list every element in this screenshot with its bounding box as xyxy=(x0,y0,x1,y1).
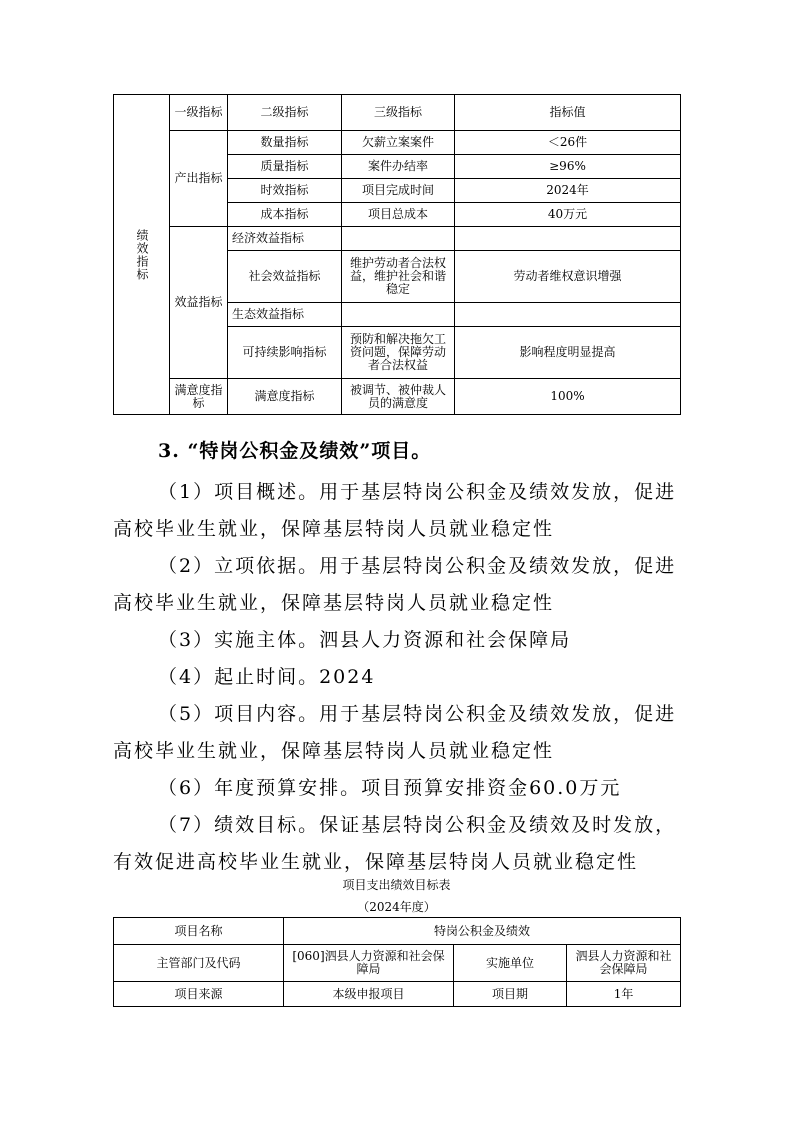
table-cell: 成本指标 xyxy=(228,203,342,227)
table-cell: 满意度指标 xyxy=(228,379,342,415)
project-name-label: 项目名称 xyxy=(114,918,284,945)
table-cell: 生态效益指标 xyxy=(228,303,342,327)
table-cell: 可持续影响指标 xyxy=(228,327,342,379)
paragraph-overview: （1）项目概述。用于基层特岗公积金及绩效发放，促进高校毕业生就业，保障基层特岗人员就业稳定性 xyxy=(113,481,677,540)
paragraph-subject: （3）实施主体。泗县人力资源和社会保障局 xyxy=(158,629,572,651)
table-cell: 经济效益指标 xyxy=(228,227,342,251)
source-label: 项目来源 xyxy=(114,982,284,1007)
section-heading: 3. “特岗公积金及绩效”项目。 xyxy=(158,440,432,462)
paragraph-basis: （2）立项依据。用于基层特岗公积金及绩效发放，促进高校毕业生就业，保障基层特岗人员就业稳定性 xyxy=(113,555,677,614)
impl-value: 泗县人力资源和社会保障局 xyxy=(567,945,681,982)
satisfaction-indicator-label: 满意度指标 xyxy=(170,379,228,415)
header-level1: 一级指标 xyxy=(170,95,228,131)
paragraph-period: （4）起止时间。2024 xyxy=(158,666,376,688)
paragraph-content: （5）项目内容。用于基层特岗公积金及绩效发放，促进高校毕业生就业，保障基层特岗人员就业稳定性 xyxy=(113,703,677,762)
project-info-table xyxy=(113,917,681,1007)
table-cell: 预防和解决拖欠工资问题，保障劳动者合法权益 xyxy=(342,327,455,379)
table-cell: 被调节、被仲裁人员的满意度 xyxy=(342,379,455,415)
table-year: （2024年度） xyxy=(357,900,436,914)
paragraph-budget: （6）年度预算安排。项目预算安排资金60.0万元 xyxy=(158,777,622,799)
table-cell: 40万元 xyxy=(455,203,681,227)
table-cell: ≥96% xyxy=(455,155,681,179)
table-cell: 项目总成本 xyxy=(342,203,455,227)
table-cell: 数量指标 xyxy=(228,131,342,155)
header-value: 指标值 xyxy=(455,95,681,131)
table-title: 项目支出绩效目标表 xyxy=(342,878,451,892)
table-cell: 2024年 xyxy=(455,179,681,203)
header-level2: 二级指标 xyxy=(228,95,342,131)
table-cell: 项目完成时间 xyxy=(342,179,455,203)
output-indicator-label: 产出指标 xyxy=(170,131,228,227)
table-cell: 时效指标 xyxy=(228,179,342,203)
period-label: 项目期 xyxy=(454,982,567,1007)
table-cell: 欠薪立案案件 xyxy=(342,131,455,155)
table-cell xyxy=(455,227,681,251)
benefit-indicator-label: 效益指标 xyxy=(170,227,228,379)
dept-value: [060]泗县人力资源和社会保障局 xyxy=(284,945,454,982)
dept-label: 主管部门及代码 xyxy=(114,945,284,982)
paragraph-goal: （7）绩效目标。保证基层特岗公积金及绩效及时发放，有效促进高校毕业生就业，保障基层特岗人员就业稳定性 xyxy=(113,814,677,873)
performance-indicator-table xyxy=(113,94,681,415)
performance-indicator-label: 绩效指标 xyxy=(114,95,170,415)
table-cell: 社会效益指标 xyxy=(228,251,342,303)
table-cell: 100% xyxy=(455,379,681,415)
table-cell xyxy=(342,303,455,327)
table-cell: 质量指标 xyxy=(228,155,342,179)
table-cell xyxy=(455,303,681,327)
table-cell: 影响程度明显提高 xyxy=(455,327,681,379)
table-cell: ＜26件 xyxy=(455,131,681,155)
table-cell: 案件办结率 xyxy=(342,155,455,179)
project-name-value: 特岗公积金及绩效 xyxy=(284,918,681,945)
table-cell: 劳动者维权意识增强 xyxy=(455,251,681,303)
table-cell xyxy=(342,227,455,251)
table-cell: 维护劳动者合法权益，维护社会和谐稳定 xyxy=(342,251,455,303)
impl-label: 实施单位 xyxy=(454,945,567,982)
header-level3: 三级指标 xyxy=(342,95,455,131)
source-value: 本级申报项目 xyxy=(284,982,454,1007)
period-value: 1年 xyxy=(567,982,681,1007)
